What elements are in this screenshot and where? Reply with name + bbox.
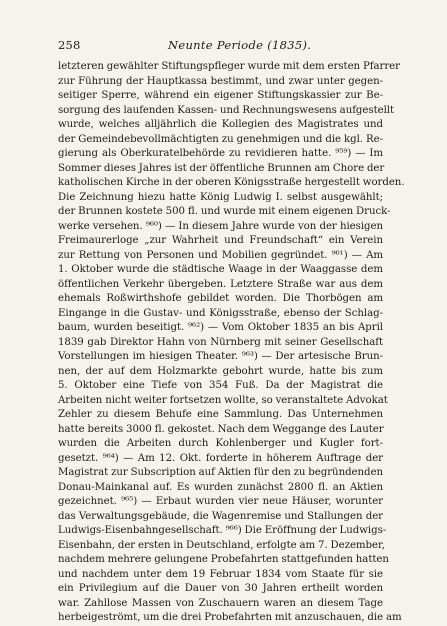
- text-line: zur Führung der Hauptkassa bestimmt, und zwar unter gegen-: [58, 75, 383, 87]
- text-line: Eisenbahn, der ersten in Deutschland, erfolgte am 7. Dezember,: [58, 539, 385, 551]
- text-line: Die Zeichnung hiezu hatte König Ludwig I. selbst ausgewählt;: [58, 191, 383, 203]
- text-line: Sommer dieses Jahres ist der öffentliche Brunnen am Chore der: [58, 162, 385, 174]
- text-line: gezeichnet. ⁹⁶⁵) — Erbaut wurden vier neue Häuser, worunter: [58, 496, 383, 507]
- page-header: [58, 38, 383, 54]
- text-line: gierung als Oberkuratelbehörde zu revidieren hatte. ⁹⁵⁹) — Im: [58, 148, 383, 159]
- text-line: Ludwigs-Eisenbahngesellschaft. ⁹⁶⁶) Die Eröffnung der Ludwigs-: [58, 525, 387, 536]
- text-line: Donau-Mainkanal auf. Es wurden zunächst 2800 fl. an Aktien: [58, 481, 383, 493]
- text-line: öffentlichen Verkehr übergeben. Letztere Straße war aus dem: [58, 278, 383, 290]
- text-line: der Brunnen kostete 500 fl. und wurde mit einem eigenen Druck-: [58, 206, 391, 217]
- text-line: hatte bereits 3000 fl. gekostet. Nach dem Weggange des Lauter: [58, 423, 384, 435]
- text-line: Zehler zu diesem Behufe eine Sammlung. Das Unternehmen: [58, 409, 383, 420]
- text-line: 1. Oktober wurde die städtische Waage in der Waaggasse dem: [58, 264, 383, 275]
- page-number: 258: [58, 38, 81, 52]
- text-line: der Gemeindebevollmächtigten zu genehmigen und die kgl. Re-: [58, 133, 383, 145]
- text-line: gesetzt. ⁹⁶⁴) — Am 12. Okt. forderte in höherem Auftrage der: [58, 452, 383, 464]
- body-text: [58, 60, 405, 623]
- text-line: das Verwaltungsgebäude, die Wagenremise und Stallungen der: [58, 510, 383, 522]
- text-line: war. Zahllose Massen von Zuschauern waren an diesem Tage: [58, 597, 383, 609]
- text-line: wurden die Arbeiten durch Kohlenberger und Kugler fort-: [58, 438, 383, 449]
- text-line: Vorstellungen im hiesigen Theater. ⁹⁶³) — Der artesische Brun-: [58, 351, 383, 362]
- text-line: 5. Oktober eine Tiefe von 354 Fuß. Da der Magistrat die: [58, 380, 383, 391]
- text-line: 1839 gab Direktor Hahn von Nürnberg mit seiner Gesellschaft: [58, 336, 383, 348]
- text-line: seitiger Sperre, während ein eigener Stiftungskassier zur Be-: [58, 90, 383, 101]
- text-line: zur Rettung von Personen und Mobilien gegründet. ⁹⁶¹) — Am: [58, 249, 383, 261]
- text-line: ein Privilegium auf die Dauer von 30 Jahren ertheilt worden: [58, 583, 383, 594]
- text-line: wurde, welches alljährlich die Kollegien des Magistrates und: [58, 119, 383, 130]
- text-line: und nachdem unter dem 19 Februar 1834 vom Staate für sie: [58, 568, 383, 580]
- text-line: herbeigeströmt, um die drei Probefahrten mit anzuschauen, die am: [58, 612, 402, 623]
- text-line: Freimaurerloge „zur Wahrheit und Freundschaft“ ein Verein: [58, 235, 383, 246]
- text-line: katholischen Kirche in der oberen Königsstraße hergestellt worden.: [58, 177, 405, 188]
- text-line: ehemals Roßwirthshofe gebildet worden. Die Thorbögen am: [58, 293, 383, 304]
- text-line: Arbeiten nicht weiter fortsetzen wollte, so veranstaltete Advokat: [58, 394, 388, 406]
- text-line: werke versehen. ⁹⁶⁰) — In diesem Jahre wurde von der hiesigen: [58, 220, 383, 232]
- running-title: Neunte Periode (1835).: [168, 38, 312, 52]
- text-line: nen, der auf dem Holzmarkte gebohrt wurde, hatte bis zum: [58, 365, 383, 377]
- text-line: Magistrat zur Subscription auf Aktien für den zu begründenden: [58, 467, 383, 478]
- text-line: nachdem mehrere gelungene Probefahrten stattgefunden hatten: [58, 554, 389, 565]
- text-line: baum, wurden beseitigt. ⁹⁶²) — Vom Oktober 1835 an bis April: [58, 322, 383, 333]
- text-line: letzteren gewählter Stiftungspfleger wurde mit dem ersten Pfarrer: [58, 61, 400, 72]
- text-line: sorgung des laufenden Kassen- und Rechnungswesens aufgestellt: [58, 104, 395, 116]
- text-line: Eingange in die Gustav- und Königsstraße, ebenso der Schlag-: [58, 307, 383, 319]
